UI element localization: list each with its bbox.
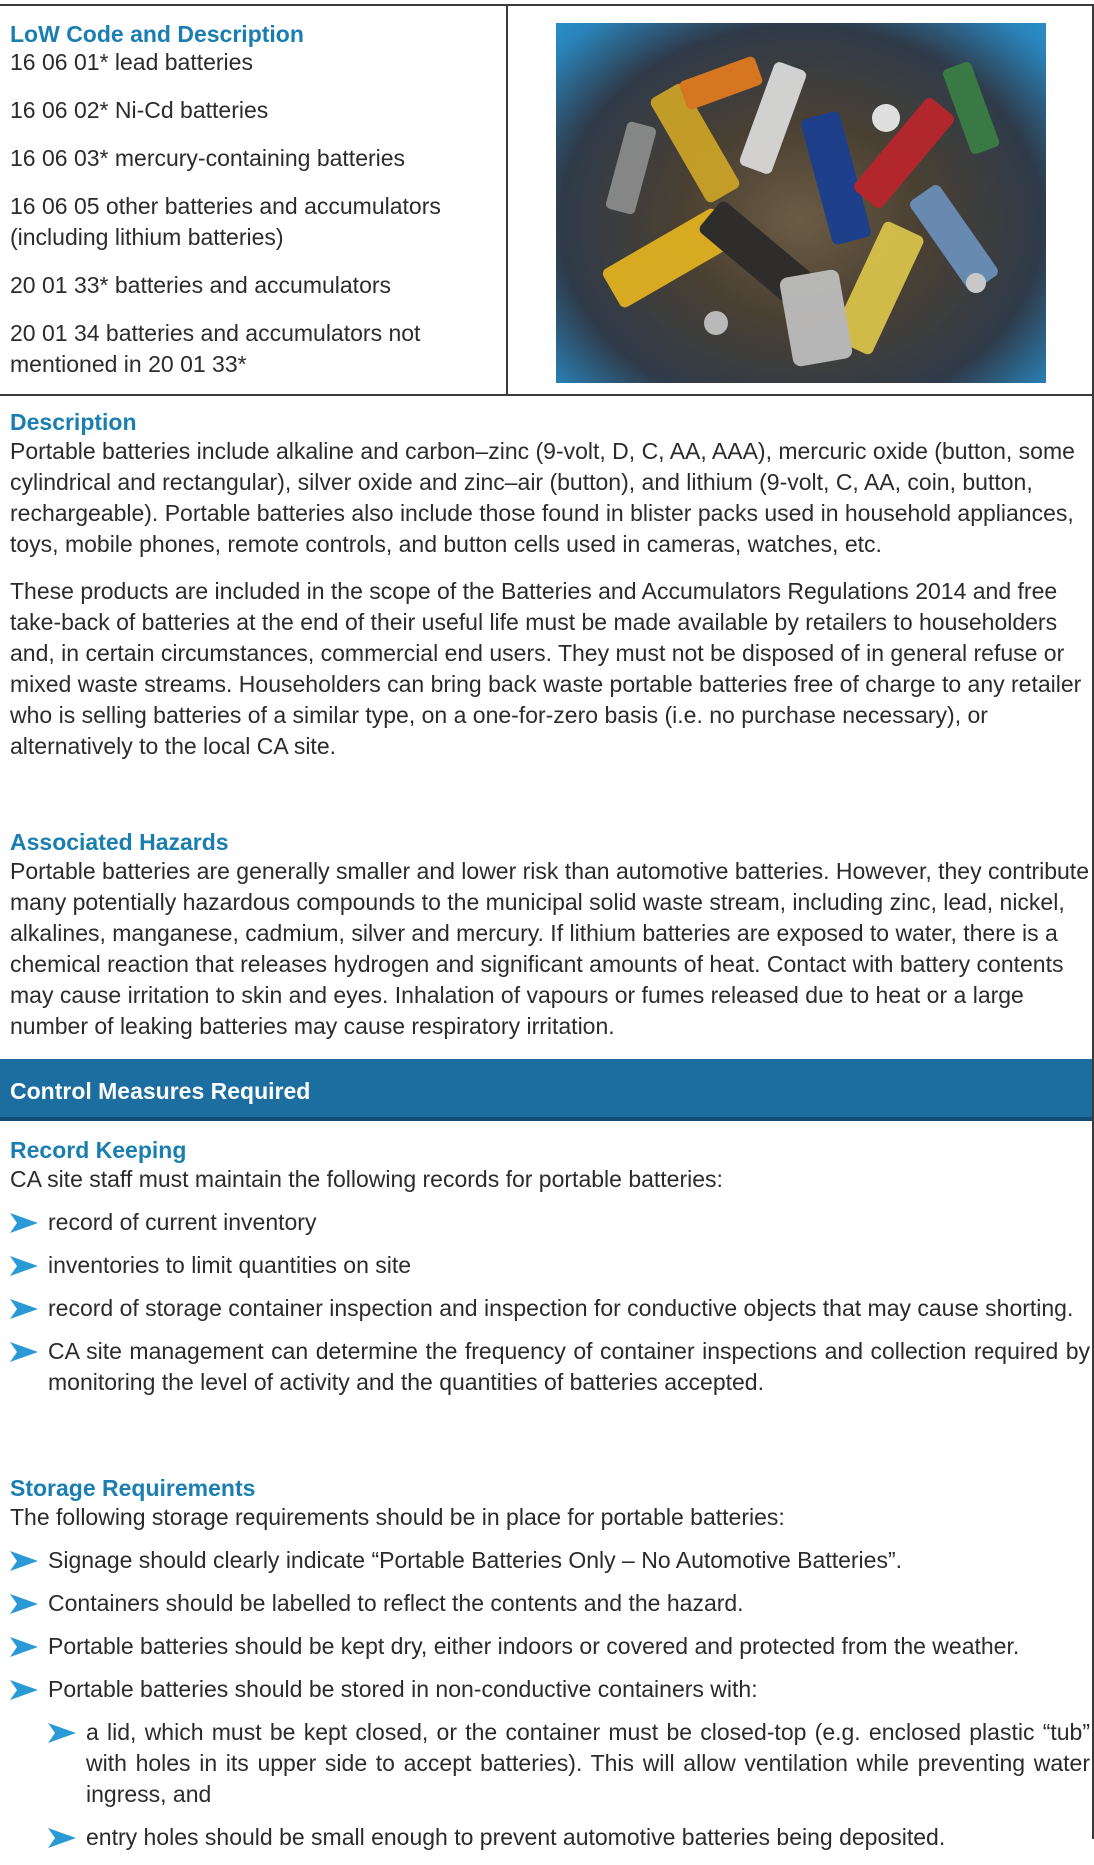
list-item (10, 1631, 1090, 1662)
low-code-item: 16 06 03* mercury-containing batteries (10, 145, 406, 171)
list-item-text: Portable batteries should be stored in non-conductive containers with: (48, 1676, 758, 1702)
list-item (10, 1545, 1090, 1576)
hazards-section (10, 828, 1090, 1042)
hazards-heading: Associated Hazards (10, 829, 229, 855)
photo-panel (510, 6, 1092, 394)
storage-section (10, 1474, 1090, 1865)
sub-list-item-text: a lid, which must be kept closed, or the container must be closed-top (e.g. enclosed plastic “tub” with holes in its upper side to accept batteries). This will allow ventilation while preventing water ingress, and (86, 1719, 1090, 1807)
record-keeping-list (10, 1207, 1090, 1398)
low-code-item: 20 01 33* batteries and accumulators (10, 272, 392, 298)
list-item-text: Portable batteries should be kept dry, either indoors or covered and protected from the weather. (48, 1633, 1020, 1659)
low-heading: LoW Code and Description (10, 21, 304, 47)
list-item-text: CA site management can determine the frequency of container inspections and collection required by monitoring the level of activity and the quantities of batteries accepted. (48, 1338, 1090, 1395)
list-item (10, 1293, 1090, 1324)
batteries-illustration (556, 23, 1046, 383)
batteries-photo (556, 23, 1046, 383)
record-keeping-heading: Record Keeping (10, 1137, 187, 1163)
list-item (10, 1336, 1090, 1398)
sub-list-item-text: entry holes should be small enough to prevent automotive batteries being deposited. (86, 1824, 946, 1850)
arrow-bullet-icon (10, 1637, 38, 1657)
arrow-bullet-icon (10, 1680, 38, 1700)
low-code-item: 20 01 34 batteries and accumulators not mentioned in 20 01 33* (10, 320, 421, 377)
hazards-paragraph: Portable batteries are generally smaller and lower risk than automotive batteries. However, they contribute many potentially hazardous compounds to the municipal solid waste stream, including zinc, lead, nickel, alkalines, manganese, cadmium, silver and mercury. If lithium batteries are exposed to water, there is a chemical reaction that releases hydrogen and significant amounts of heat. Contact with battery contents may cause irritation to skin and eyes. Inhalation of vapours or fumes released due to heat or a large number of leaking batteries may cause respiratory irritation. (10, 858, 1089, 1039)
description-paragraph: These products are included in the scope of the Batteries and Accumulators Regulations 2014 and free take-back of batteries at the end of their useful life must be made available by retailers to householders and, in certain circumstances, commercial end users. They must not be disposed of in general refuse or mixed waste streams. Householders can bring back waste portable batteries free of charge to any retailer who is selling batteries of a similar type, on a one-for-zero basis (i.e. no purchase necessary), or alternatively to the local CA site. (10, 578, 1082, 759)
record-keeping-section (10, 1136, 1090, 1410)
low-code-item: 16 06 01* lead batteries (10, 49, 253, 75)
list-item-text: inventories to limit quantities on site (48, 1252, 412, 1278)
sub-list-item (48, 1717, 1090, 1810)
description-heading: Description (10, 409, 137, 435)
low-code-item: 16 06 02* Ni-Cd batteries (10, 97, 269, 123)
storage-intro: The following storage requirements should be in place for portable batteries: (10, 1504, 785, 1530)
low-code-panel (0, 6, 508, 394)
low-section (0, 6, 1092, 396)
arrow-bullet-icon (10, 1551, 38, 1571)
arrow-bullet-icon (48, 1723, 76, 1743)
description-paragraph: Portable batteries include alkaline and carbon–zinc (9-volt, D, C, AA, AAA), mercuric oxide (button, some cylindrical and rectangular), silver oxide and zinc–air (button), and lithium (9-volt, C, AA, coin, button, rechargeable). Portable batteries also include those found in blister packs used in household appliances, toys, mobile phones, remote controls, and button cells used in cameras, watches, etc. (10, 438, 1075, 557)
list-item-text: record of current inventory (48, 1209, 317, 1235)
list-item (10, 1250, 1090, 1281)
control-measures-bar (0, 1059, 1092, 1121)
storage-sub-list (48, 1717, 1090, 1853)
arrow-bullet-icon (10, 1594, 38, 1614)
storage-heading: Storage Requirements (10, 1475, 256, 1501)
control-measures-title: Control Measures Required (10, 1078, 311, 1104)
list-item (10, 1588, 1090, 1619)
list-item-text: Containers should be labelled to reflect the contents and the hazard. (48, 1590, 744, 1616)
list-item (10, 1207, 1090, 1238)
low-code-list (10, 47, 506, 380)
list-item-text: Signage should clearly indicate “Portable Batteries Only – No Automotive Batteries”. (48, 1547, 902, 1573)
description-section (10, 408, 1090, 762)
arrow-bullet-icon (10, 1213, 38, 1233)
arrow-bullet-icon (10, 1299, 38, 1319)
list-item (10, 1674, 1090, 1705)
sub-list-item (48, 1822, 1090, 1853)
storage-list (10, 1545, 1090, 1705)
list-item-text: record of storage container inspection and inspection for conductive objects that may cause shorting. (48, 1295, 1074, 1321)
arrow-bullet-icon (48, 1828, 76, 1848)
arrow-bullet-icon (10, 1256, 38, 1276)
record-keeping-intro: CA site staff must maintain the following records for portable batteries: (10, 1166, 723, 1192)
low-code-item: 16 06 05 other batteries and accumulators (including lithium batteries) (10, 193, 441, 250)
arrow-bullet-icon (10, 1342, 38, 1362)
